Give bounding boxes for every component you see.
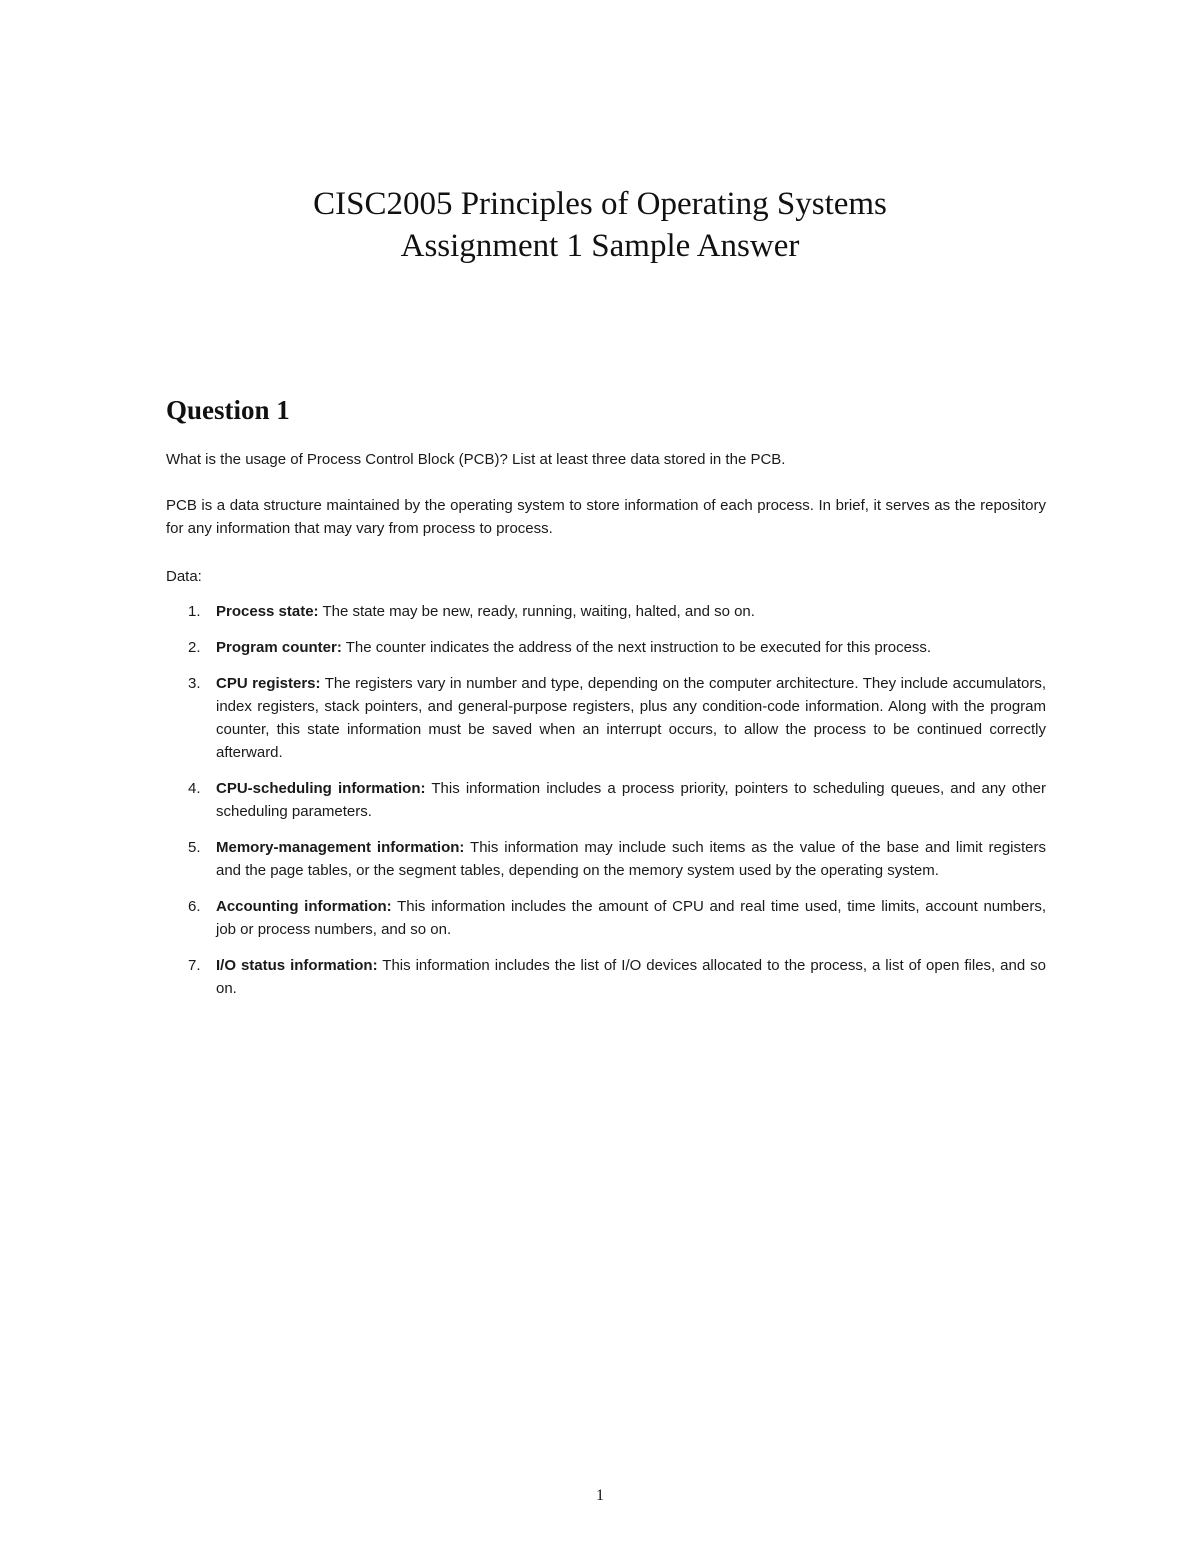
list-item-description: This information includes the list of I/O devices allocated to the process, a list of open files, and so on. [216,957,1046,997]
list-item-description: The state may be new, ready, running, waiting, halted, and so on. [318,603,755,620]
list-item-number: 6. [188,898,201,915]
list-item [166,600,1046,623]
question-1-heading: Question 1 [166,395,290,425]
pcb-data-list [166,600,1046,1013]
list-item-number: 4. [188,780,201,797]
title-line-course: CISC2005 Principles of Operating Systems [313,186,887,222]
list-item-description: This information may include such items as the value of the base and limit registers and the page tables, or the segment tables, depending on the memory system used by the operating system. [216,839,1046,879]
list-item-description: This information includes the amount of CPU and real time used, time limits, account numbers, job or process numbers, and so on. [216,898,1046,938]
list-item [166,895,1046,941]
list-item-term: CPU registers: [216,675,321,692]
title-line-assignment: Assignment 1 Sample Answer [400,228,800,264]
list-item [166,954,1046,1000]
list-item-term: Process state: [216,603,319,620]
list-item [166,672,1046,764]
list-item-term: Memory-management information: [216,839,465,856]
list-item-term: Program counter: [216,639,342,656]
list-item-number: 5. [188,839,201,856]
document-title [0,183,1200,267]
list-item-description: The counter indicates the address of the next instruction to be executed for this process. [341,639,932,656]
list-item [166,836,1046,882]
list-item-description: This information includes a process priority, pointers to scheduling queues, and any other scheduling parameters. [216,780,1047,820]
list-item-number: 1. [188,603,201,620]
page-number: 1 [596,1487,604,1504]
list-item-number: 2. [188,639,201,656]
list-item [166,777,1046,823]
question-1-answer: PCB is a data structure maintained by the operating system to store information of each process. In brief, it serves as the repository for any information that may vary from process to process. [166,497,1046,537]
question-1-prompt: What is the usage of Process Control Block (PCB)? List at least three data stored in the PCB. [166,451,786,468]
list-item-description: The registers vary in number and type, depending on the computer architecture. They include accumulators, index registers, stack pointers, and general-purpose registers, plus any condition-code information. Along with the program counter, this state information must be saved when an interrupt occurs, to allow the process to be continued correctly afterward. [216,675,1046,761]
list-item-term: Accounting information: [216,898,392,915]
list-item [166,636,1046,659]
list-item-term: CPU-scheduling information: [216,780,426,797]
list-item-number: 3. [188,675,201,692]
list-item-number: 7. [188,957,201,974]
data-label: Data: [166,568,202,585]
list-item-term: I/O status information: [216,957,378,974]
